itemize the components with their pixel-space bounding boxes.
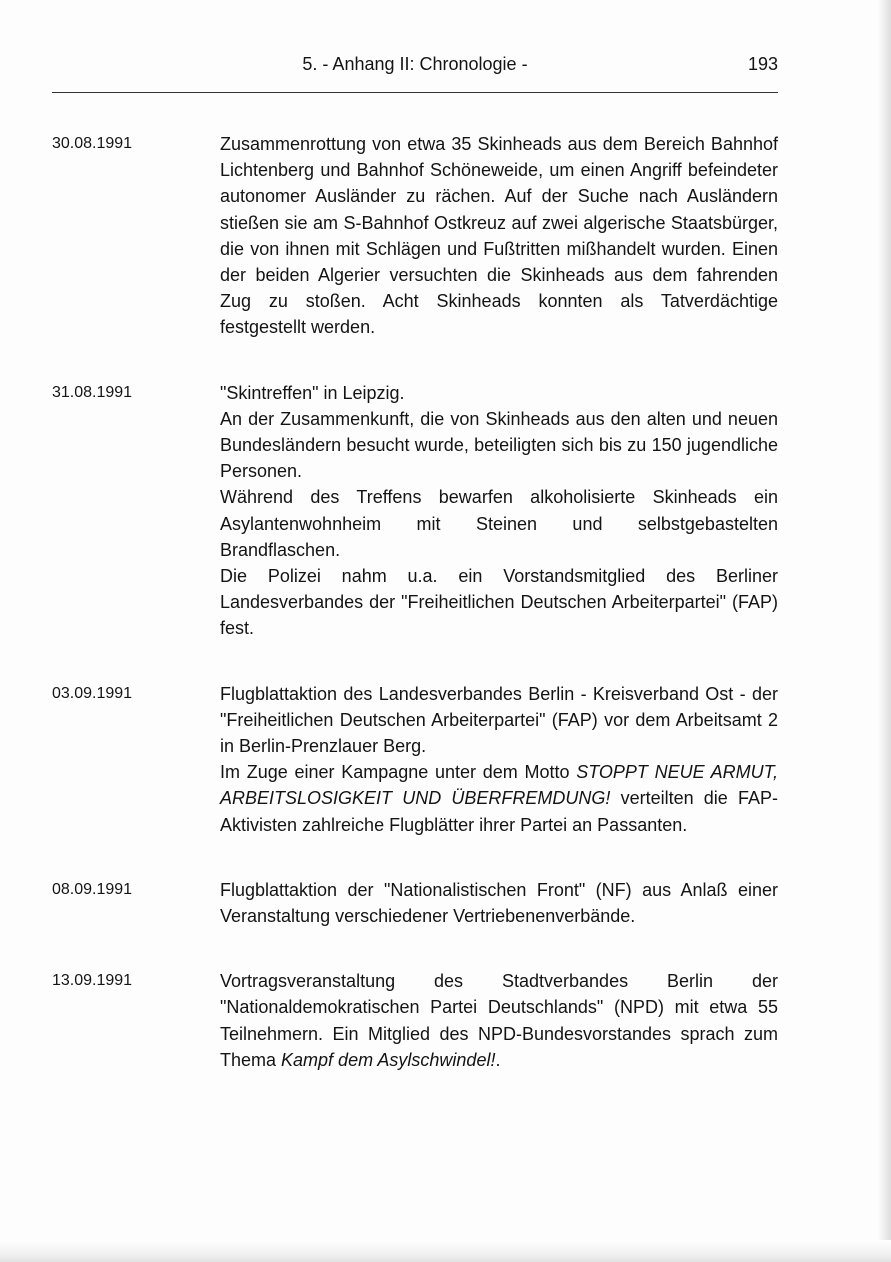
entry-paragraph: Zusammenrottung von etwa 35 Skinheads aus dem Bereich Bahnhof Lichtenberg und Bahnhof Schöneweide, um einen Angriff befeindeter autonomer Ausländer zu rächen. Auf der Suche nach Ausländern stießen sie am S-Bahnhof Ostkreuz auf zwei algerische Staatsbürger, die von ihnen mit Schlägen und Fußtritten mißhandelt wurden. Einen der beiden Algerier versuchten die Skinheads aus dem fahrenden Zug zu stoßen. Acht Skinheads konnten als Tatverdächtige festgestellt werden. [220, 134, 778, 338]
running-header [52, 54, 778, 78]
entry-body [220, 877, 778, 929]
chronology-entry [52, 968, 778, 1073]
entry-paragraph: Während des Treffens bewarfen alkoholisierte Skinheads ein Asylantenwohnheim mit Steinen und selbstgebastelten Brandflaschen. [220, 487, 778, 560]
entry-date: 13.09.1991 [52, 972, 133, 990]
entry-date: 08.09.1991 [52, 880, 133, 898]
paragraph-text: verteilten die FAP-Aktivisten zahlreiche Flugblätter ihrer Partei an Passanten. [220, 788, 778, 835]
chronology-entry [52, 877, 778, 929]
entry-paragraph: "Skintreffen" in Leipzig. [220, 382, 405, 403]
entry-body [220, 681, 778, 838]
header-rule [52, 92, 778, 93]
entry-body [220, 380, 778, 642]
paragraph-text: . [495, 1049, 501, 1070]
lecture-topic: Kampf dem Asylschwindel! [281, 1049, 496, 1070]
paragraph-text: Vortragsveranstaltung des Stadtverbandes Berlin der "Nationaldemokratischen Partei Deutschlands" (NPD) mit etwa 55 Teilnehmern. Ein Mitglied des NPD-Bundesvorstandes sprach zum Thema [220, 971, 778, 1070]
chronology-list [52, 131, 778, 1073]
entry-body [220, 131, 778, 341]
entry-date: 03.09.1991 [52, 684, 133, 702]
entry-date: 31.08.1991 [52, 383, 133, 401]
entry-paragraph [220, 968, 778, 1073]
entry-date: 30.08.1991 [52, 135, 133, 152]
chronology-entry [52, 380, 778, 642]
chronology-entry [52, 131, 778, 341]
campaign-motto: STOPPT NEUE ARMUT, ARBEITSLOSIGKEIT UND ÜBERFREMDUNG! [220, 762, 778, 809]
chronology-entry [52, 681, 778, 838]
entry-paragraph: Flugblattaktion der "Nationalistischen Front" (NF) aus Anlaß einer Veranstaltung verschiedener Vertriebenenverbände. [220, 879, 778, 927]
entry-paragraph: An der Zusammenkunft, die von Skinheads aus den alten und neuen Bundesländern besucht wurde, beteiligten sich bis zu 150 jugendliche Personen. [220, 408, 778, 482]
page-edge-shadow-right [877, 0, 891, 1262]
entry-paragraph [220, 759, 778, 838]
entry-paragraph: Die Polizei nahm u.a. ein Vorstandsmitglied des Berliner Landesverbandes der "Freiheitlichen Deutschen Arbeiterpartei" (FAP) fest. [220, 566, 778, 639]
entry-paragraph: Flugblattaktion des Landesverbandes Berlin - Kreisverband Ost - der "Freiheitlichen Deutschen Arbeiterpartei" (FAP) vor dem Arbeitsamt 2 in Berlin-Prenzlauer Berg. [220, 683, 778, 757]
entry-body [220, 968, 778, 1073]
header-title: 5. - Anhang II: Chronologie - [302, 54, 528, 74]
page-number: 193 [747, 54, 778, 74]
page-edge-shadow-bottom [0, 1240, 891, 1262]
paragraph-text: Im Zuge einer Kampagne unter dem Motto [220, 762, 577, 783]
